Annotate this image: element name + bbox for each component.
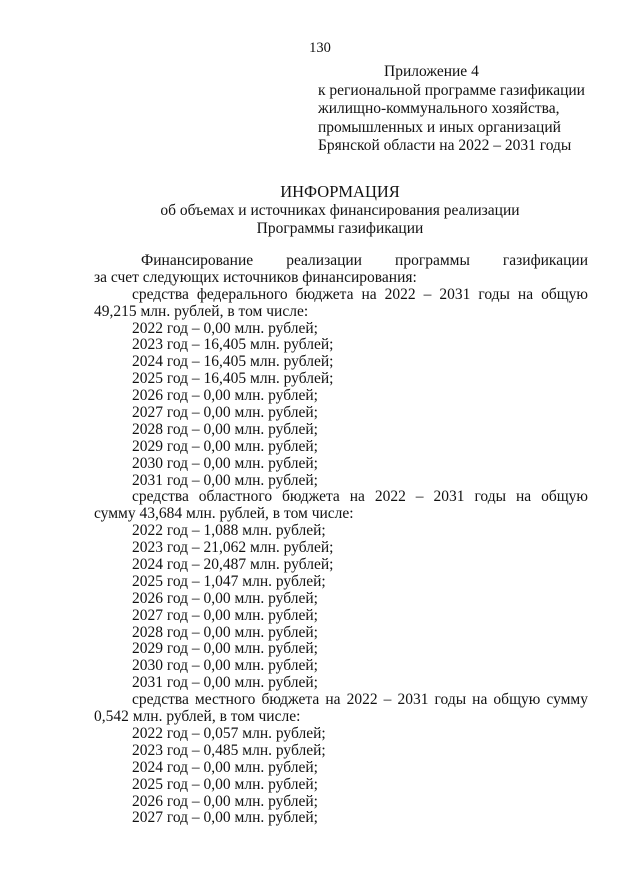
local-year-item: 2023 год – 0,485 млн. рублей; [132,741,326,759]
intro-paragraph-line: за счет следующих источников финансирования: [94,268,417,286]
document-title: ИНФОРМАЦИЯ [280,182,400,201]
federal-year-item: 2023 год – 16,405 млн. рублей; [132,336,334,354]
federal-year-item: 2028 год – 0,00 млн. рублей; [132,420,318,438]
regional-year-item: 2030 год – 0,00 млн. рублей; [132,657,318,675]
regional-year-item: 2023 год – 21,062 млн. рублей; [132,539,334,557]
intro-paragraph-line: Финансирование реализации программы газификации [141,253,588,269]
regional-budget-line: средства областного бюджета на 2022 – 2031 годы на общую [132,489,588,506]
appendix-block [318,63,628,156]
regional-year-item: 2022 год – 1,088 млн. рублей; [132,522,326,540]
document-body [94,253,588,827]
federal-year-item: 2022 год – 0,00 млн. рублей; [132,319,318,337]
document-subtitle: об объемах и источниках финансирования реализации [160,202,520,219]
federal-year-item: 2025 год – 16,405 млн. рублей; [132,370,334,388]
federal-year-item: 2031 год – 0,00 млн. рублей; [132,471,318,489]
page-number: 130 [309,40,331,56]
appendix-line: Брянской области на 2022 – 2031 годы [318,137,572,154]
federal-year-item: 2024 год – 16,405 млн. рублей; [132,353,334,371]
regional-year-item: 2024 год – 20,487 млн. рублей; [132,556,334,574]
local-year-item: 2024 год – 0,00 млн. рублей; [132,758,318,776]
regional-year-item: 2028 год – 0,00 млн. рублей; [132,623,318,641]
appendix-title: Приложение 4 [384,63,479,80]
local-budget-line: средства местного бюджета на 2022 – 2031 годы на общую сумму [132,692,588,709]
federal-year-item: 2027 год – 0,00 млн. рублей; [132,404,318,422]
federal-year-item: 2029 год – 0,00 млн. рублей; [132,437,318,455]
local-year-item: 2022 год – 0,057 млн. рублей; [132,724,326,742]
federal-year-item: 2026 год – 0,00 млн. рублей; [132,387,318,405]
federal-budget-line: 49,215 млн. рублей, в том числе: [94,302,309,320]
local-budget-line: 0,542 млн. рублей, в том числе: [94,708,301,726]
local-year-item: 2025 год – 0,00 млн. рублей; [132,775,318,793]
federal-budget-line: средства федерального бюджета на 2022 – 2031 годы на общую [132,286,588,303]
regional-year-item: 2027 год – 0,00 млн. рублей; [132,606,318,624]
document-subtitle: Программы газификации [256,220,424,237]
regional-year-item: 2026 год – 0,00 млн. рублей; [132,589,318,607]
appendix-line: промышленных и иных организаций [318,118,561,136]
regional-year-item: 2029 год – 0,00 млн. рублей; [132,640,318,658]
appendix-line: к региональной программе газификации [318,81,585,99]
regional-budget-line: сумму 43,684 млн. рублей, в том числе: [94,505,354,523]
federal-year-item: 2030 год – 0,00 млн. рублей; [132,454,318,472]
regional-year-item: 2031 год – 0,00 млн. рублей; [132,674,318,692]
appendix-line: жилищно-коммунального хозяйства, [318,100,560,117]
local-year-item: 2027 год – 0,00 млн. рублей; [132,809,318,827]
regional-year-item: 2025 год – 1,047 млн. рублей; [132,572,326,590]
local-year-item: 2026 год – 0,00 млн. рублей; [132,792,318,810]
